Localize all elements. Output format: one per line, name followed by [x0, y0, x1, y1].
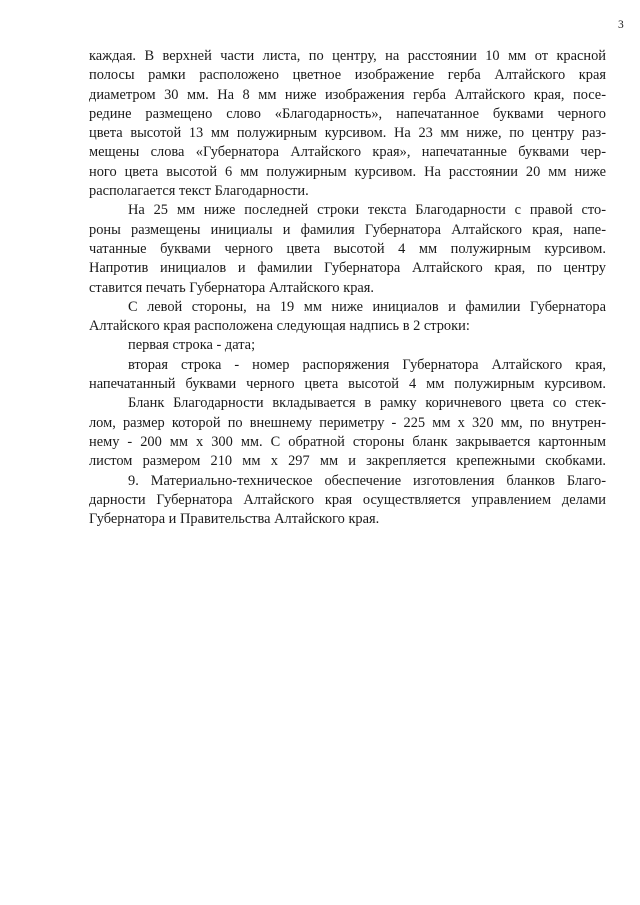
text-line: редине размещено слово «Благодарность», напечатанное буквами черного: [89, 105, 606, 122]
text-line: лом, размер которой по внешнему периметру - 225 мм х 320 мм, по внутрен-: [89, 414, 606, 431]
text-line: мещены слова «Губернатора Алтайского края», напечатанные буквами чер-: [89, 144, 606, 161]
text-line: вторая строка - номер распоряжения Губернатора Алтайского края,: [128, 356, 606, 373]
text-line: дарности Губернатора Алтайского края осуществляется управлением делами: [89, 491, 606, 508]
text-line: Губернатора и Правительства Алтайского края.: [89, 511, 380, 528]
text-line: С левой стороны, на 19 мм ниже инициалов и фамилии Губернатора: [128, 298, 606, 315]
text-line: ставится печать Губернатора Алтайского края.: [89, 279, 375, 296]
text-line: Алтайского края расположена следующая надпись в 2 строки:: [89, 318, 470, 335]
text-line: чатанные буквами черного цвета высотой 4 мм полужирным курсивом.: [89, 240, 606, 257]
text-line: напечатанный буквами черного цвета высотой 4 мм полужирным курсивом.: [89, 376, 606, 393]
text-line: Напротив инициалов и фамилии Губернатора Алтайского края, по центру: [89, 260, 606, 277]
text-line: каждая. В верхней части листа, по центру, на расстоянии 10 мм от красной: [89, 48, 606, 64]
text-line: листом размером 210 мм х 297 мм и закрепляется крепежными скобками.: [89, 453, 606, 470]
text-line: полосы рамки расположено цветное изображение герба Алтайского края: [89, 67, 606, 84]
text-line: Бланк Благодарности вкладывается в рамку коричневого цвета со стек-: [128, 395, 606, 412]
text-line: На 25 мм ниже последней строки текста Благодарности с правой сто-: [128, 202, 606, 219]
text-line: цвета высотой 13 мм полужирным курсивом. На 23 мм ниже, по центру раз-: [89, 125, 606, 142]
text-line: роны размещены инициалы и фамилия Губернатора Алтайского края, напе-: [89, 221, 606, 238]
text-line: первая строка - дата;: [128, 337, 256, 354]
text-line: 9. Материально-техническое обеспечение изготовления бланков Благо-: [128, 472, 606, 489]
document-body: [89, 47, 606, 529]
text-line: диаметром 30 мм. На 8 мм ниже изображения герба Алтайского края, посе-: [89, 86, 606, 103]
page-number: 3: [618, 19, 624, 31]
text-line: ного цвета высотой 6 мм полужирным курсивом. На расстоянии 20 мм ниже: [89, 163, 606, 180]
text-line: располагается текст Благодарности.: [89, 183, 309, 200]
text-line: нему - 200 мм х 300 мм. С обратной стороны бланк закрывается картонным: [89, 433, 606, 450]
